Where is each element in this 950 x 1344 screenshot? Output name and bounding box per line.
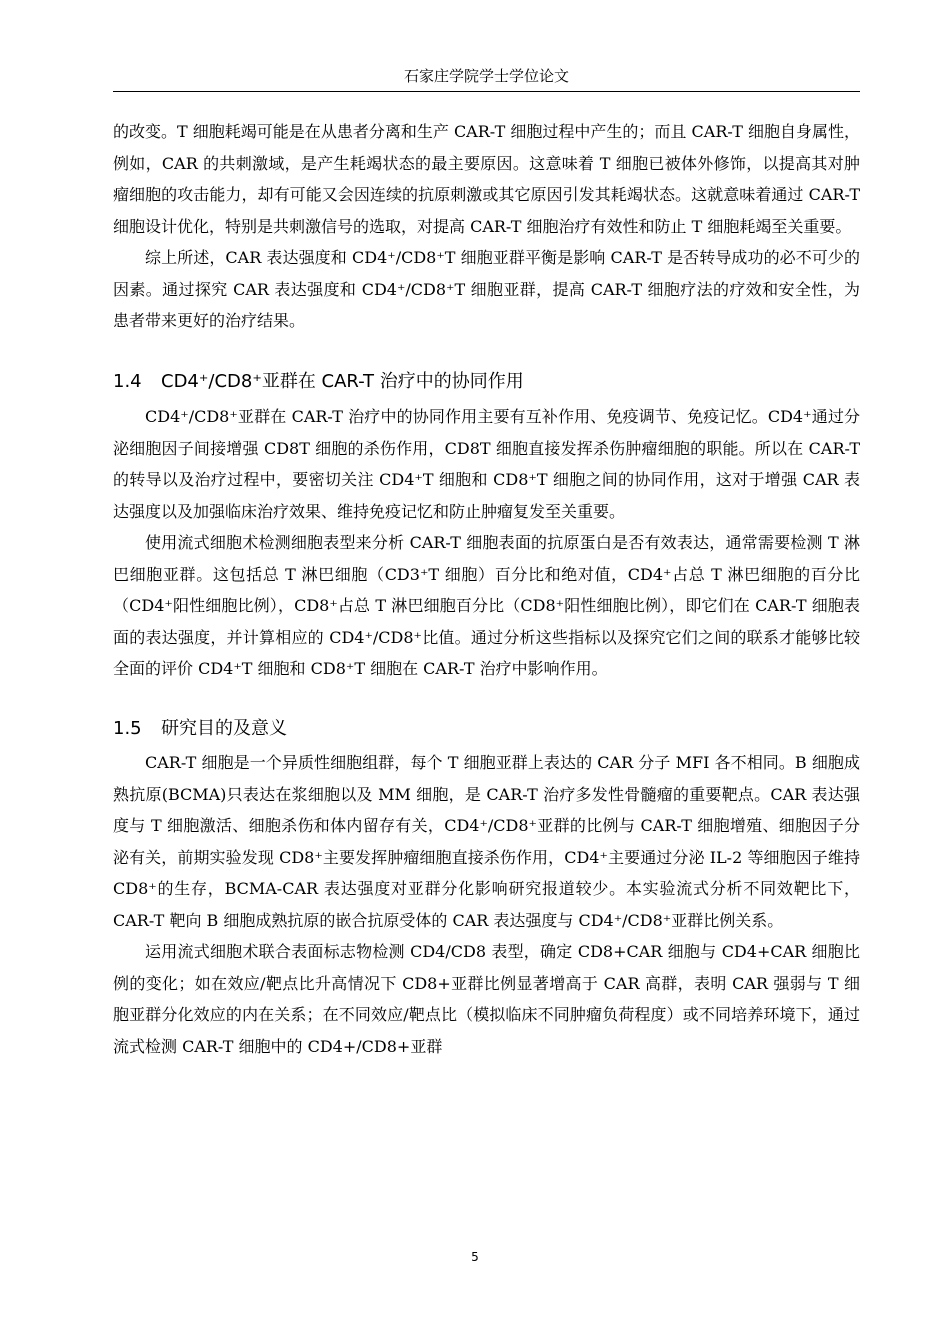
section-title: 研究目的及意义	[161, 717, 287, 739]
paragraph: CD4⁺/CD8⁺亚群在 CAR-T 治疗中的协同作用主要有互补作用、免疫调节、免疫记忆。CD4⁺通过分泌细胞因子间接增强 CD8T 细胞的杀伤作用，CD8T 细胞直接发挥杀伤肿瘤细胞的职能。所以在 CAR-T 的转导以及治疗过程中，要密切关注 CD4⁺T 细胞和 CD8⁺T 细胞之间的协同作用，这对于增强 CAR 表达强度以及加强临床治疗效果、维持免疫记忆和防止肿瘤复发至关重要。	[113, 407, 860, 521]
paragraph: CAR-T 细胞是一个异质性细胞组群，每个 T 细胞亚群上表达的 CAR 分子 MFI 各不相同。B 细胞成熟抗原(BCMA)只表达在浆细胞以及 MM 细胞，是 CAR-T 治疗多发性骨髓瘤的重要靶点。CAR 表达强度与 T 细胞激活、细胞杀伤和体内留存有关，CD4⁺/CD8⁺亚群的比例与 CAR-T 细胞增殖、细胞因子分泌有关，前期实验发现 CD8⁺主要发挥肿瘤细胞直接杀伤作用，CD4⁺主要通过分泌 IL-2 等细胞因子维持 CD8⁺的生存，BCMA-CAR 表达强度对亚群分化影响研究报道较少。本实验流式分析不同效靶比下，CAR-T 靶向 B 细胞成熟抗原的嵌合抗原受体的 CAR 表达强度与 CD4⁺/CD8⁺亚群比例关系。	[113, 753, 860, 930]
header-divider	[113, 91, 860, 92]
section-title: CD4⁺/CD8⁺亚群在 CAR-T 治疗中的协同作用	[161, 370, 524, 392]
paragraph: 的改变。T 细胞耗竭可能是在从患者分离和生产 CAR-T 细胞过程中产生的；而且 CAR-T 细胞自身属性，例如，CAR 的共刺激域，是产生耗竭状态的最主要原因。这意味着 T 细胞已被体外修饰，以提高其对肿瘤细胞的攻击能力，却有可能又会因连续的抗原刺激或其它原因引发其耗竭状态。这就意味着通过 CAR-T 细胞设计优化，特别是共刺激信号的选取，对提高 CAR-T 细胞治疗有效性和防止 T 细胞耗竭至关重要。	[113, 122, 860, 236]
paragraph: 使用流式细胞术检测细胞表型来分析 CAR-T 细胞表面的抗原蛋白是否有效表达，通常需要检测 T 淋巴细胞亚群。这包括总 T 淋巴细胞（CD3⁺T 细胞）百分比和绝对值，CD4⁺占总 T 淋巴细胞的百分比（CD4⁺阳性细胞比例），CD8⁺占总 T 淋巴细胞百分比（CD8⁺阳性细胞比例），即它们在 CAR-T 细胞表面的表达强度，并计算相应的 CD4⁺/CD8⁺比值。通过分析这些指标以及探究它们之间的联系才能够比较全面的评价 CD4⁺T 细胞和 CD8⁺T 细胞在 CAR-T 治疗中影响作用。	[113, 533, 860, 678]
body-text	[113, 116, 860, 1062]
section-heading-1-5	[113, 713, 860, 745]
section-number: 1.5	[113, 717, 142, 739]
page-number: 5	[471, 1250, 479, 1264]
paragraph: 运用流式细胞术联合表面标志物检测 CD4/CD8 表型，确定 CD8+CAR 细胞与 CD4+CAR 细胞比例的变化；如在效应/靶点比升高情况下 CD8+亚群比例显著增高于 CAR 高群，表明 CAR 强弱与 T 细胞亚群分化效应的内在关系；在不同效应/靶点比（模拟临床不同肿瘤负荷程度）或不同培养环境下，通过流式检测 CAR-T 细胞中的 CD4+/CD8+亚群	[113, 942, 860, 1056]
paragraph: 综上所述，CAR 表达强度和 CD4⁺/CD8⁺T 细胞亚群平衡是影响 CAR-T 是否转导成功的必不可少的因素。通过探究 CAR 表达强度和 CD4⁺/CD8⁺T 细胞亚群，提高 CAR-T 细胞疗法的疗效和安全性，为患者带来更好的治疗结果。	[113, 248, 860, 330]
section-heading-1-4	[113, 366, 860, 398]
section-number: 1.4	[113, 370, 142, 392]
running-header: 石家庄学院学士学位论文	[403, 67, 569, 85]
